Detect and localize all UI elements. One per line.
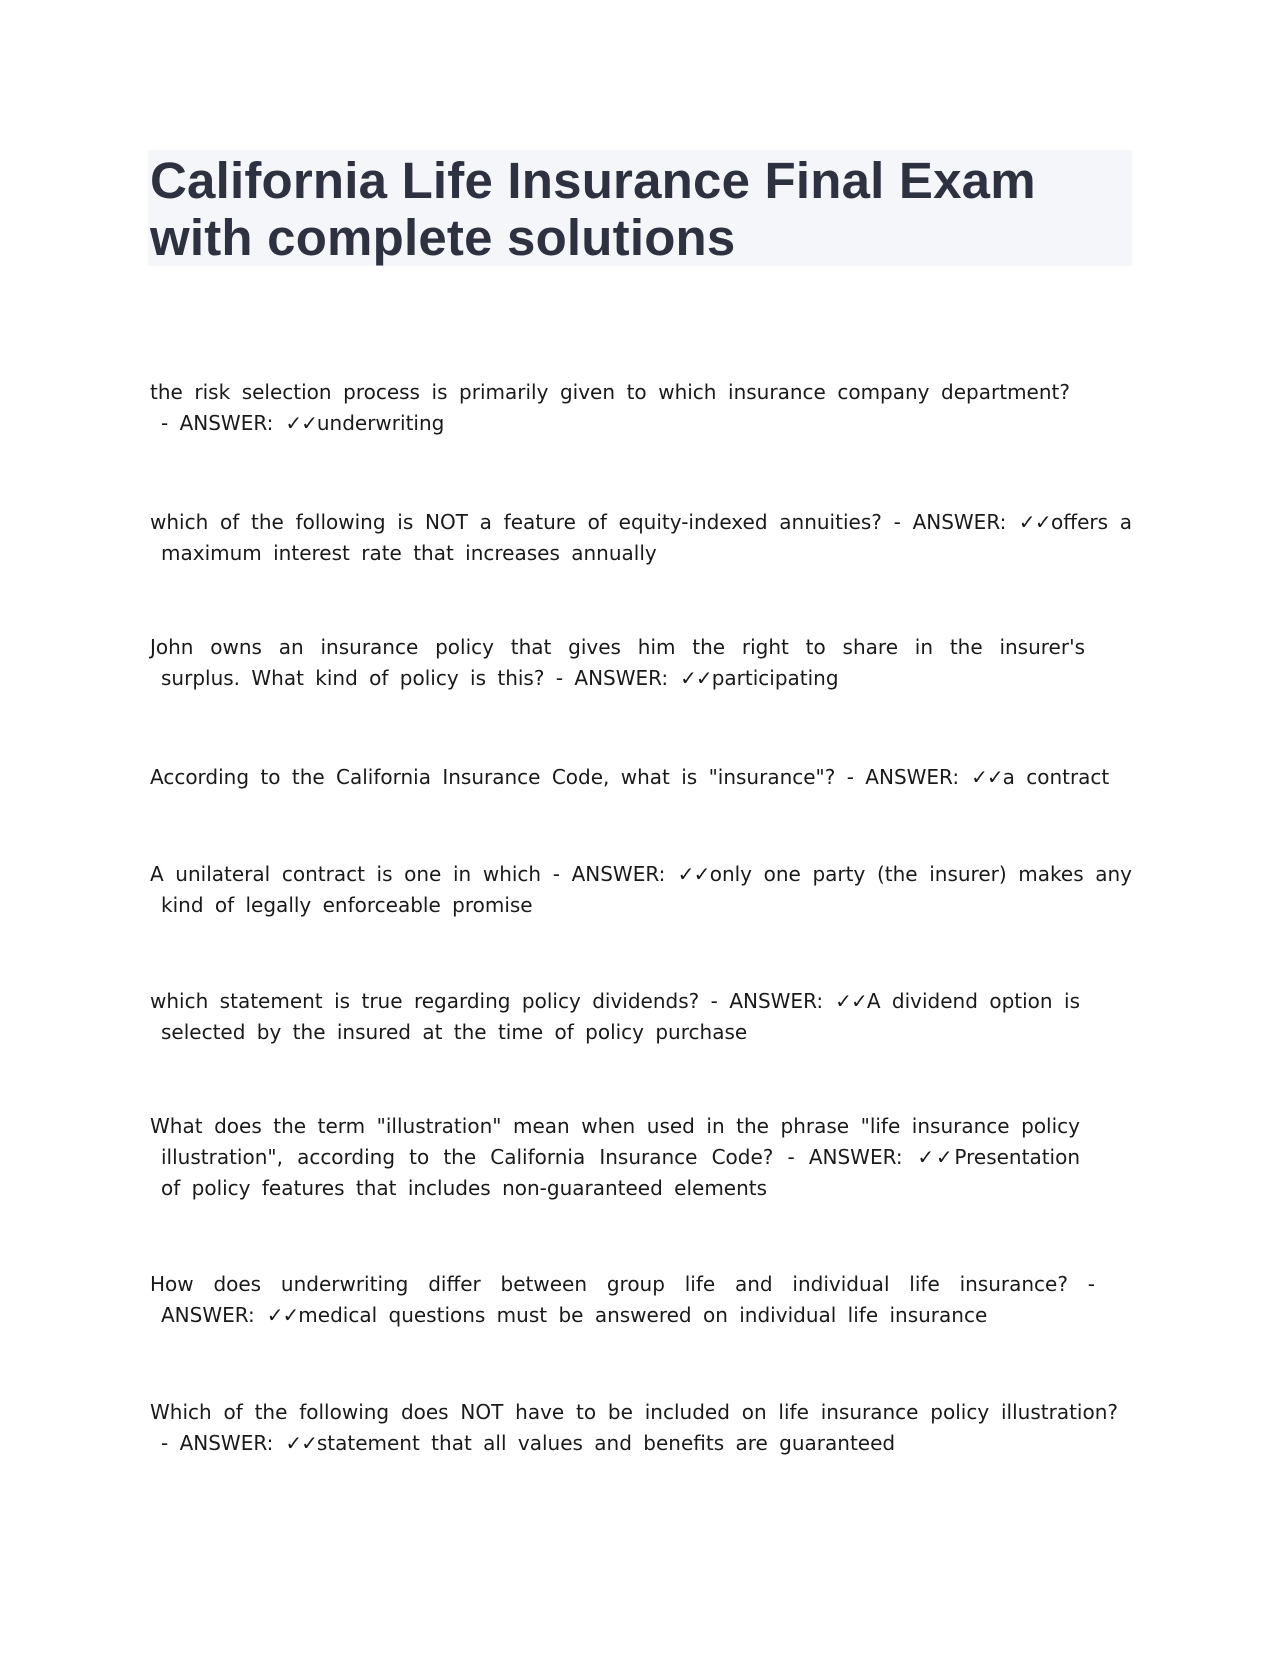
qa-item-5 xyxy=(150,859,1132,921)
qa-item-2 xyxy=(150,507,1132,569)
answer-text: offers a maximum interest rate that increases annually xyxy=(161,510,1133,565)
question-text: What does the term "illustration" mean when used in the phrase "life insurance policy illustration", according to the California Insurance Code? - ANSWER: xyxy=(150,1114,1080,1169)
question-text: How does underwriting differ between group life and individual life insurance? - ANSWER: xyxy=(150,1272,1095,1327)
answer-text: Presentation of policy features that includes non-guaranteed elements xyxy=(161,1145,1081,1200)
qa-item-3 xyxy=(150,632,1085,694)
qa-item-1 xyxy=(150,377,1070,439)
answer-text: participating xyxy=(711,666,839,690)
qa-item-8 xyxy=(150,1269,1095,1331)
double-check-icon: ✓✓ xyxy=(285,1431,317,1455)
answer-text: A dividend option is selected by the insured at the time of policy purchase xyxy=(161,989,1080,1044)
qa-item-7 xyxy=(150,1111,1080,1204)
answer-text: medical questions must be answered on individual life insurance xyxy=(298,1303,988,1327)
double-check-icon: ✓✓ xyxy=(1018,510,1052,534)
title-block xyxy=(148,150,1132,266)
double-check-icon: ✓✓ xyxy=(835,989,867,1013)
qa-item-6 xyxy=(150,986,1080,1048)
double-check-icon: ✓✓ xyxy=(266,1303,299,1327)
question-text: the risk selection process is primarily given to which insurance company department? - ANSWER: xyxy=(150,380,1070,435)
question-text: Which of the following does NOT have to be included on life insurance policy illustration? - ANSWER: xyxy=(150,1400,1118,1455)
qa-item-9 xyxy=(150,1397,1118,1459)
answer-text: underwriting xyxy=(316,411,445,435)
question-text: John owns an insurance policy that gives him the right to share in the insurer's surplus. What kind of policy is this? - ANSWER: xyxy=(150,635,1085,690)
double-check-icon: ✓✓ xyxy=(680,666,712,690)
double-check-icon: ✓✓ xyxy=(677,862,710,886)
question-text: which of the following is NOT a feature of equity-indexed annuities? - ANSWER: xyxy=(150,510,1007,534)
double-check-icon: ✓✓ xyxy=(914,1145,955,1169)
answer-text: only one party (the insurer) makes any kind of legally enforceable promise xyxy=(161,862,1133,917)
answer-text: a contract xyxy=(1002,765,1110,789)
question-text: A unilateral contract is one in which - ANSWER: xyxy=(150,862,666,886)
answer-text: statement that all values and benefits are guaranteed xyxy=(316,1431,896,1455)
double-check-icon: ✓✓ xyxy=(285,411,317,435)
question-text: According to the California Insurance Code, what is "insurance"? - ANSWER: xyxy=(150,765,960,789)
qa-item-4 xyxy=(150,762,1132,793)
document-title: California Life Insurance Final Exam with complete solutions xyxy=(150,152,1036,266)
double-check-icon: ✓✓ xyxy=(971,765,1003,789)
question-text: which statement is true regarding policy dividends? - ANSWER: xyxy=(150,989,824,1013)
